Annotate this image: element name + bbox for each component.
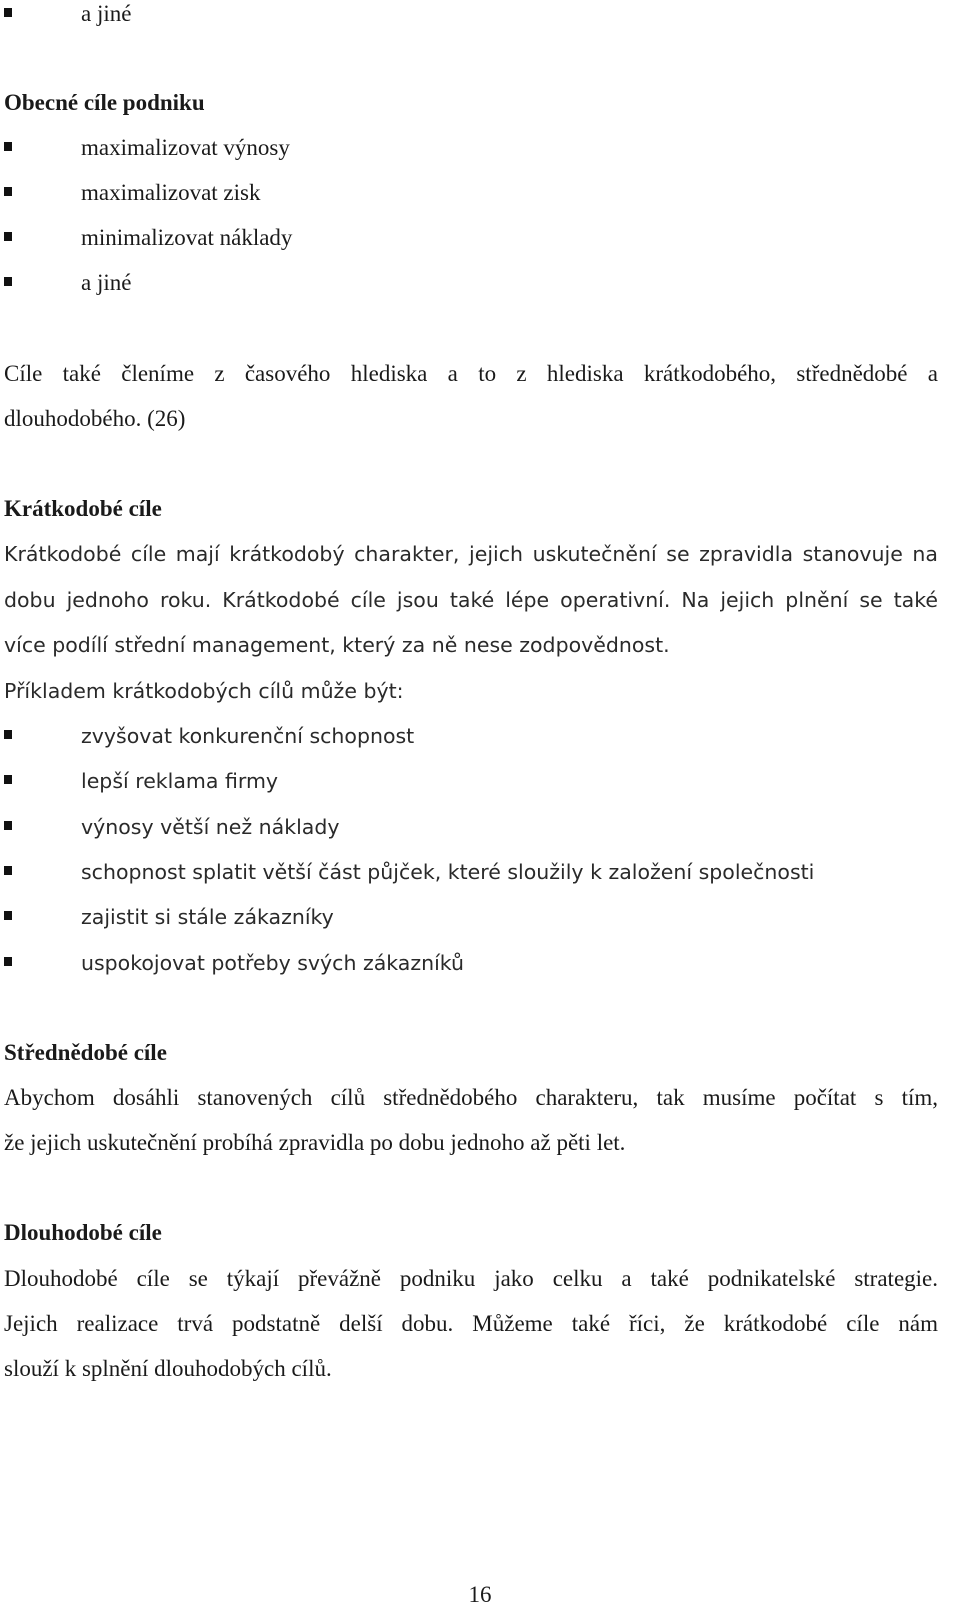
bullet-icon [4,866,12,875]
paragraph-line: více podílí střední management, který za ně nese zodpovědnost. [4,633,670,657]
list-item: maximalizovat výnosy [81,135,290,160]
list-item: výnosy větší než náklady [81,815,340,839]
list-item: maximalizovat zisk [81,180,261,205]
bullet-icon [4,8,12,17]
section-heading-short-term: Krátkodobé cíle [4,496,162,521]
bullet-icon [4,232,12,241]
paragraph-line: Příkladem krátkodobých cílů může být: [4,679,404,703]
paragraph-line: dlouhodobého. (26) [4,406,186,431]
bullet-icon [4,277,12,286]
section-heading-general-goals: Obecné cíle podniku [4,90,205,115]
section-heading-long-term: Dlouhodobé cíle [4,1220,162,1245]
paragraph-line: Dlouhodobé cíle se týkají převážně podniku jako celku a také podnikatelské strategie. [4,1266,938,1291]
paragraph-line: Krátkodobé cíle mají krátkodobý charakter, jejich uskutečnění se zpravidla stanovuje na [4,542,938,566]
list-item: a jiné [81,270,132,295]
paragraph-line: že jejich uskutečnění probíhá zpravidla po dobu jednoho až pěti let. [4,1130,626,1155]
bullet-icon [4,775,12,784]
bullet-icon [4,957,12,966]
list-item: zvyšovat konkurenční schopnost [81,724,415,748]
list-item: schopnost splatit větší část půjček, které sloužily k založení společnosti [81,860,815,884]
list-item: uspokojovat potřeby svých zákazníků [81,951,465,975]
bullet-icon [4,821,12,830]
paragraph-line: slouží k splnění dlouhodobých cílů. [4,1356,332,1381]
paragraph-line: dobu jednoho roku. Krátkodobé cíle jsou také lépe operativní. Na jejich plnění se také [4,588,938,612]
page-number: 16 [468,1582,492,1607]
list-item: zajistit si stále zákazníky [81,905,334,929]
bullet-icon [4,187,12,196]
list-item: minimalizovat náklady [81,225,293,250]
list-item: lepší reklama firmy [81,769,279,793]
bullet-icon [4,730,12,739]
paragraph-line: Cíle také členíme z časového hlediska a to z hlediska krátkodobého, střednědobé a [4,361,938,386]
section-heading-medium-term: Střednědobé cíle [4,1040,167,1065]
paragraph-line: Jejich realizace trvá podstatně delší dobu. Můžeme také říci, že krátkodobé cíle nám [4,1311,938,1336]
paragraph-line: Abychom dosáhli stanovených cílů střednědobého charakteru, tak musíme počítat s tím, [4,1085,938,1110]
list-item: a jiné [81,1,132,26]
bullet-icon [4,142,12,151]
bullet-icon [4,911,12,920]
